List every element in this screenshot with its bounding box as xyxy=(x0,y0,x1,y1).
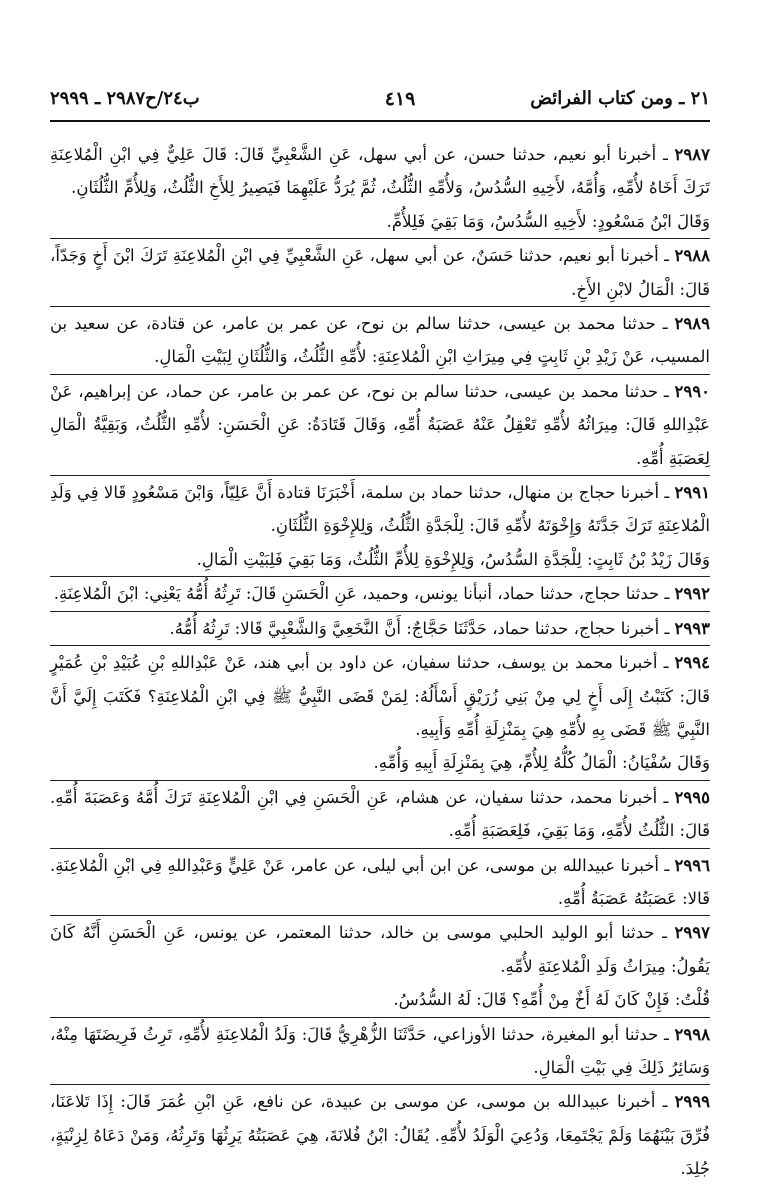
hadith-continuation xyxy=(50,983,710,1016)
hadith-number: ٢٩٩٣ xyxy=(674,618,710,638)
hadith-entry xyxy=(50,576,710,610)
hadith-text: ـ أخبرنا أبو نعيم، حدثنا حسن، عن أبي سهل، عَنِ الشَّعْبِيِّ قَالَ: قَالَ عَلِيٌّ فِي ابْنِ الْمُلاعِنَةِ تَرَكَ أَخَاهُ لأُمِّهِ، وَأُمَّهُ، لأَخِيهِ السُّدُسُ، وَلأُمِّهِ الثُّلُثُ، ثُمَّ يُرَدُّ عَلَيْهِمَا فَيَصِيرُ لِلأَخِ الثُّلُثُ، وَلِلأُمِّ الثُّلُثَانِ. xyxy=(50,145,710,198)
hadith-number: ٢٩٨٧ xyxy=(674,145,710,164)
hadith-text: ـ أخبرنا حجاج، حدثنا حماد، حَدَّثَنَا حَجَّاجٌ: أَنَّ النَّخَعِيَّ وَالشَّعْبِيَّ قَالا: تَرِثُهُ أُمُّهُ. xyxy=(169,618,670,638)
hadith-text: قُلْتُ: فَإِنْ كَانَ لَهُ أَخٌ مِنْ أُمِّهِ؟ قَالَ: لَهُ السُّدُسُ. xyxy=(393,990,710,1010)
page-number: ٤١٩ xyxy=(384,88,416,110)
hadith-text: وَقَالَ ابْنُ مَسْعُودٍ: لأَخِيهِ السُّدُسُ، وَمَا بَقِيَ فَلِلأُمِّ. xyxy=(386,211,710,231)
hadith-number: ٢٩٩٤ xyxy=(674,653,710,673)
running-header xyxy=(50,84,710,118)
hadith-number: ٢٩٩٩ xyxy=(674,1092,711,1112)
chapter-title: ٢١ ـ ومن كتاب الفرائض xyxy=(530,88,710,109)
hadith-entry xyxy=(50,1017,710,1085)
hadith-entry xyxy=(50,848,710,916)
page-body xyxy=(50,138,710,1186)
hadith-number: ٢٩٩٨ xyxy=(674,1024,710,1044)
hadith-number: ٢٩٨٨ xyxy=(674,246,710,266)
hadith-text: ـ حدثنا محمد بن عيسى، حدثنا سالم بن نوح، عن عمر بن عامر، عن حماد، عن إبراهيم، عَنْ عَبْدِاللهِ قَالَ: مِيرَاثُهُ لأُمِّهِ تَعْقِلُ عَنْهُ عَصَبَةُ أُمِّهِ، وَقَالَ قَتَادَةُ: عَنِ الْحَسَنِ: لأُمِّهِ الثُّلُثُ، وَبَقِيَّةُ الْمَالِ لِعَصَبَةِ أُمِّهِ. xyxy=(50,381,710,468)
hadith-entry xyxy=(50,238,710,306)
hadith-text: ـ حدثنا حجاج، حدثنا حماد، أنبأنا يونس، وحميد، عَنِ الْحَسَنِ قَالَ: تَرِثُهُ أُمُّهُ يَعْنِي: ابْنَ الْمُلاعِنَةِ. xyxy=(53,584,670,604)
hadith-entry xyxy=(50,645,710,746)
hadith-number: ٢٩٩١ xyxy=(674,483,710,503)
hadith-entry xyxy=(50,475,710,543)
header-rule xyxy=(50,120,710,122)
hadith-text: ـ حدثنا أبو المغيرة، حدثنا الأوزاعي، حَدَّثَنَا الزُّهْرِيُّ قَالَ: وَلَدُ الْمُلاعِنَةِ لأُمِّهِ، تَرِثُ فَرِيضَتَهَا مِنْهُ، وَسَائِرُ ذَلِكَ فِي بَيْتِ الْمَالِ. xyxy=(50,1024,710,1077)
hadith-range: ب٢٤/ح٢٩٨٧ ـ ٢٩٩٩ xyxy=(50,88,200,109)
hadith-text: ـ أخبرنا محمد بن يوسف، حدثنا سفيان، عن داود بن أبي هند، عَنْ عَبْدِاللهِ بْنِ عُبَيْدِ بْنِ عُمَيْرٍ قَالَ: كَتَبْتُ إِلَى أَخٍ لِي مِنْ بَنِي زُرَيْقٍ أَسْأَلُهُ: لِمَنْ قَضَى النَّبِيُّ ﷺ فِي ابْنِ الْمُلاعِنَةِ؟ فَكَتَبَ إِلَيَّ أَنَّ النَّبِيَّ ﷺ قَضَى بِهِ لأُمِّهِ هِيَ بِمَنْزِلَةِ أُمِّهِ وَأَبِيهِ. xyxy=(50,653,710,739)
hadith-number: ٢٩٩٠ xyxy=(674,381,710,401)
hadith-continuation xyxy=(50,746,710,779)
hadith-number: ٢٩٩٧ xyxy=(674,923,710,943)
hadith-text: ـ أخبرنا حجاج بن منهال، حدثنا حماد بن سلمة، أَخْبَرَنَا قتادة أَنَّ عَلِيّاً، وَابْنَ مَسْعُودٍ قَالا فِي وَلَدِ الْمُلاعِنَةِ تَرَكَ جَدَّتَهُ وَإِخْوَتَهُ لأُمِّهِ قَالَ: لِلْجَدَّةِ الثُّلُثُ، وَلِلإِخْوَةِ الثُّلُثَانِ. xyxy=(50,483,710,536)
hadith-entry xyxy=(50,780,710,848)
hadith-text: ـ أخبرنا عبيدالله بن موسى، عن ابن أبي ليلى، عن عامر، عَنْ عَلِيٍّ وَعَبْدِاللهِ فِي ابْنِ الْمُلاعِنَةِ. قَالا: عَصَبَتُهُ عَصَبَةُ أُمِّهِ. xyxy=(50,855,710,908)
hadith-entry xyxy=(50,138,710,205)
hadith-text: ـ أخبرنا أبو نعيم، حدثنا حَسَنٌ، عن أبي سهل، عَنِ الشَّعْبِيِّ فِي ابْنِ الْمُلاعِنَةِ تَرَكَ ابْنَ أَخٍ وَجَدّاً، قَالَ: الْمَالُ لابْنِ الأَخِ. xyxy=(50,246,710,299)
hadith-text: ـ حدثنا محمد بن عيسى، حدثنا سالم بن نوح، عن عمر بن عامر، عن قتادة، عن سعيد بن المسيب، عَنْ زَيْدِ بْنِ ثَابِتٍ فِي مِيرَاثِ ابْنِ الْمُلاعِنَةِ: لأُمِّهِ الثُّلُثُ، وَالثُّلُثَانِ لِبَيْتِ الْمَالِ. xyxy=(50,314,710,367)
hadith-number: ٢٩٩٦ xyxy=(674,855,710,875)
hadith-text: ـ أخبرنا عبيدالله بن موسى، عن موسى بن عبيدة، عن نافع، عَنِ ابْنِ عُمَرَ قَالَ: إِذَا تَلاعَنَا، فُرِّقَ بَيْنَهُمَا وَلَمْ يَجْتَمِعَا، وَدُعِيَ الْوَلَدُ لأُمِّهِ. يُقَالُ: ابْنُ فُلانَةَ، هِيَ عَصَبَتُهُ يَرِثُهَا وَتَرِثُهُ، وَمَنْ دَعَاهُ لِزِنْيَةٍ، جُلِدَ. xyxy=(50,1092,710,1179)
hadith-entry xyxy=(50,1084,710,1185)
hadith-entry xyxy=(50,374,710,475)
hadith-number: ٢٩٨٩ xyxy=(674,314,710,334)
hadith-text: ـ أخبرنا محمد، حدثنا سفيان، عن هشام، عَنِ الْحَسَنِ فِي ابْنِ الْمُلاعِنَةِ تَرَكَ أُمَّهُ وَعَصَبَةَ أُمِّهِ. قَالَ: الثُّلُثُ لأُمِّهِ، وَمَا بَقِيَ، فَلِعَصَبَةِ أُمِّهِ. xyxy=(50,787,710,841)
hadith-text: وَقَالَ سُفْيَانُ: الْمَالُ كُلُّهُ لِلأُمِّ، هِيَ بِمَنْزِلَةِ أَبِيهِ وَأُمِّهِ. xyxy=(373,753,710,773)
hadith-continuation xyxy=(50,543,710,576)
hadith-number: ٢٩٩٥ xyxy=(674,787,710,807)
hadith-entry xyxy=(50,306,710,374)
hadith-entry xyxy=(50,915,710,983)
hadith-continuation xyxy=(50,205,710,238)
hadith-text: ـ حدثنا أبو الوليد الحلبي موسى بن خالد، حدثنا المعتمر، عن يونس، عَنِ الْحَسَنِ أَنَّهُ كَانَ يَقُولُ: مِيرَاثُ وَلَدِ الْمُلاعِنَةِ لأُمِّهِ. xyxy=(50,923,710,976)
hadith-text: وَقَالَ زَيْدُ بْنُ ثَابِتٍ: لِلْجَدَّةِ السُّدُسُ، وَلِلإِخْوَةِ لِلأُمِّ الثُّلُثُ، وَمَا بَقِيَ فَلِبَيْتِ الْمَالِ. xyxy=(196,549,710,569)
hadith-number: ٢٩٩٢ xyxy=(674,584,710,604)
hadith-entry xyxy=(50,611,710,645)
